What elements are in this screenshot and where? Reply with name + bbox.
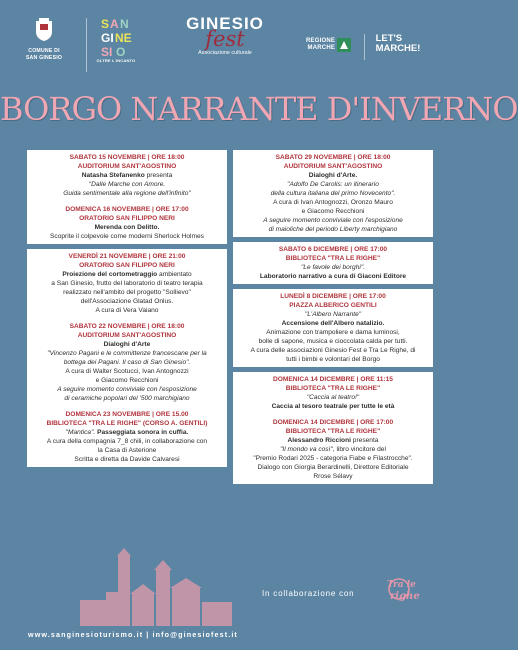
event-place: BIBLIOTECA "TRA LE RIGHE" (CORSO A. GENTILI) (46, 420, 208, 427)
event-line (237, 272, 429, 281)
event-card (233, 150, 433, 237)
collaboration-text: In collaborazione con (262, 589, 355, 598)
event-line-text: "Il mondo va così" (280, 446, 333, 453)
comune-label: COMUNE DI SAN GINESIO (25, 48, 63, 61)
tralerighe-logo (384, 574, 430, 604)
event-line-suffix: ambientato (157, 271, 192, 278)
event-line-text: e Giacomo Recchioni (95, 377, 159, 384)
event-line (237, 328, 429, 337)
event-line-text: Proiezione del cortometraggio (62, 271, 158, 278)
event-line-suffix: presenta (350, 437, 379, 444)
event-line (237, 319, 429, 328)
sanginesio-wordmark (99, 16, 133, 60)
event-line (31, 223, 223, 232)
event (237, 375, 429, 411)
ginesiofest-logo (176, 15, 274, 56)
regione-emblem-icon (337, 38, 351, 52)
event-line-text: Animazione con trampoliere e dama luminosi, (266, 329, 400, 336)
event-line (237, 355, 429, 364)
sanginesio-tagline: OLTRE L'INCANTO (96, 58, 136, 63)
header (0, 0, 459, 86)
event-line (31, 394, 223, 403)
event-line-text: "Dalle Marche con Amore. (88, 181, 166, 188)
right-column (233, 150, 433, 484)
event (237, 245, 429, 281)
letsmarche-wordmark: LET'S MARCHE! (375, 33, 421, 54)
event-line (237, 402, 429, 411)
event-line-suffix: Passeggiata sonora in cuffia. (95, 429, 189, 436)
event-card (233, 372, 433, 484)
svg-text:righe: righe (390, 591, 420, 602)
divider (364, 34, 365, 60)
event (31, 153, 223, 198)
event-line-text: Caccia al tesoro teatrale per tutte le età (271, 403, 395, 410)
event-line (31, 349, 223, 358)
event (237, 292, 429, 364)
event-line (31, 270, 223, 279)
event-line-text: "Vincenzo Pagani e le committenze francescane per la (47, 350, 207, 357)
event-line-text: "L'Albero Narrante" (304, 311, 362, 318)
event-line-text: Scoprite il colpevole come moderni Sherlock Holmes (50, 233, 204, 240)
event-line-text: Laboratorio narrativo a cura di Giaconi Editore (259, 273, 407, 280)
event-line-text: "Mantica". (65, 429, 96, 436)
event-line-text: A cura delle associazioni Ginesio Fest e Tra Le Righe, di (250, 347, 416, 354)
event-line (31, 340, 223, 349)
event-line (31, 189, 223, 198)
letsmarche-logo (370, 34, 426, 54)
event-line-text: "Adolfo De Carolis: un itinerario (287, 181, 379, 188)
event-line (31, 446, 223, 455)
borgo-skyline-illustration (60, 548, 260, 626)
event-date: DOMENICA 14 DICEMBRE | ORE 17:00 (272, 419, 394, 426)
event-line (237, 171, 429, 180)
event-card (233, 289, 433, 367)
event-line-text: di ceramiche popolari del '500 marchigiano (64, 395, 190, 402)
event-line (237, 337, 429, 346)
event-place: AUDITORIUM SANT'AGOSTINO (77, 163, 177, 170)
event-date: DOMENICA 14 DICEMBRE | ORE 11:15 (273, 376, 393, 383)
event-line-text: A cura della compagnia 7_8 chili, in collaborazione con (46, 438, 208, 445)
event-line-text: Accensione dell'Albero natalizio. (281, 320, 385, 327)
event-line-text: A cura di Vera Vaiano (95, 307, 159, 314)
event-place: ORATORIO SAN FILIPPO NERI (79, 262, 175, 269)
regione-marche-logo (306, 38, 360, 52)
event-line-text: Dialogo con Giorgia Berardinelli, Direttore Editoriale (257, 464, 409, 471)
event-card (27, 249, 227, 467)
event-line (31, 232, 223, 241)
footer-links[interactable]: www.sanginesioturismo.it | info@ginesiofest.it (28, 630, 238, 639)
event-line (31, 180, 223, 189)
event-line-text: Rrose Sélavy (313, 473, 353, 480)
event-line-suffix: , libro vincitore del (332, 446, 386, 453)
sanginesio-logo (96, 16, 136, 63)
event-line (31, 428, 223, 437)
event-place: BIBLIOTECA "TRA LE RIGHE" (285, 385, 381, 392)
event-line (237, 189, 429, 198)
svg-text:Tra le: Tra le (387, 580, 416, 590)
event-line (31, 367, 223, 376)
event-line-text: della cultura italiana del primo Novecento". (270, 190, 396, 197)
event-line (237, 263, 429, 272)
event-card (233, 242, 433, 284)
event-line (237, 198, 429, 207)
event-line-text: tutti i bimbi e volontari del Borgo (286, 356, 380, 363)
svg-text:SI: SI (101, 45, 113, 59)
event-line (237, 216, 429, 225)
event-line-text: A seguire momento conviviale con l'esposizione (57, 386, 197, 393)
event-date: SABATO 6 DICEMBRE | ORE 17:00 (278, 246, 388, 253)
event-line (237, 393, 429, 402)
event-line-text: A cura di Walter Scotucci, Ivan Antognozzi (65, 368, 189, 375)
event-line (31, 288, 223, 297)
event (31, 205, 223, 241)
event (31, 252, 223, 315)
event-line (31, 437, 223, 446)
event-line-text: "Premio Rodari 2025 - categoria Fiabe e Filastrocche". (253, 455, 413, 462)
event-line (237, 225, 429, 234)
event-line-text: e Giacomo Recchioni (301, 208, 365, 215)
event-place: AUDITORIUM SANT'AGOSTINO (283, 163, 383, 170)
event-line (237, 445, 429, 454)
event-line (31, 455, 223, 464)
event-line (237, 207, 429, 216)
event-card (27, 150, 227, 244)
event-line (237, 346, 429, 355)
event-line-text: "Caccia al teatro!" (306, 394, 360, 401)
event-line-suffix: presenta (144, 172, 173, 179)
event-line-text: a San Ginesio, frutto del laboratorio di teatro terapia (51, 280, 203, 287)
event-line (31, 385, 223, 394)
event-date: SABATO 15 NOVEMBRE | ORE 18:00 (69, 154, 185, 161)
event-line (237, 180, 429, 189)
divider (86, 18, 87, 72)
event (237, 153, 429, 234)
svg-text:A: A (110, 17, 119, 31)
regione-label: REGIONE MARCHE (306, 38, 336, 51)
event-line-text: bolle di sapone, musica e cioccolata calda per tutti. (258, 338, 408, 345)
page-title: BORGO NARRANTE D'INVERNO (0, 90, 518, 128)
event-line-text: la Casa di Asterione (97, 447, 157, 454)
event-line-text: dell'Associazione Glatad Onlus. (80, 298, 174, 305)
event-line (31, 297, 223, 306)
event-line-text: realizzato nell'ambito del progetto "Sollievo" (63, 289, 191, 296)
event-date: DOMENICA 23 NOVEMBRE | ORE 15.00 (65, 411, 189, 418)
ginesio-wordmark: GINESIO (186, 14, 264, 33)
event-line-text: A seguire momento conviviale con l'esposizione (263, 217, 403, 224)
event-line (31, 279, 223, 288)
event-line (31, 358, 223, 367)
event-date: VENERDÌ 21 NOVEMBRE | ORE 21:00 (68, 253, 186, 260)
event-line (237, 463, 429, 472)
event-line-text: Dialoghi d'Arte. (308, 172, 358, 179)
event-line (31, 171, 223, 180)
event-line-text: A cura di Ivan Antognozzi, Oronzo Mauro (273, 199, 393, 206)
event-line (237, 472, 429, 481)
association-label: Associazione culturale (198, 50, 252, 56)
event-date: SABATO 22 NOVEMBRE | ORE 18:00 (69, 323, 185, 330)
event-date: DOMENICA 16 NOVEMBRE | ORE 17:00 (65, 206, 189, 213)
event (237, 418, 429, 481)
comune-logo (22, 18, 66, 62)
event-line (31, 306, 223, 315)
event-line-text: "Le favole dei borghi". (300, 264, 366, 271)
event-line-text: Alessandro Riccioni (287, 437, 351, 444)
event-line-text: Dialoghi d'Arte (103, 341, 151, 348)
event-line (31, 376, 223, 385)
coat-of-arms-icon (35, 18, 53, 42)
event-line (237, 454, 429, 463)
left-column (27, 150, 227, 467)
event-line (237, 310, 429, 319)
event-line-text: Merenda con Delitto. (94, 224, 160, 231)
svg-text:S: S (101, 17, 110, 31)
event-date: SABATO 29 NOVEMBRE | ORE 18:00 (275, 154, 391, 161)
event-place: AUDITORIUM SANT'AGOSTINO (77, 332, 177, 339)
svg-text:O: O (116, 45, 126, 59)
svg-text:GI: GI (101, 31, 114, 45)
event-place: ORATORIO SAN FILIPPO NERI (79, 215, 175, 222)
svg-text:NE: NE (115, 31, 132, 45)
event-line-text: Natasha Stefanenko (81, 172, 145, 179)
fest-wordmark: fest (205, 27, 245, 51)
event-place: BIBLIOTECA "TRA LE RIGHE" (285, 428, 381, 435)
event-line-text: Scritta e diretta da Davide Calvaresi (74, 456, 180, 463)
event (31, 322, 223, 403)
event-line (237, 436, 429, 445)
event-place: PIAZZA ALBERICO GENTILI (289, 302, 377, 309)
svg-text:N: N (120, 17, 129, 31)
event-line-text: bottega dei Pagani. Il caso di San Ginesio". (63, 359, 191, 366)
event-line-text: Guida sentimentale alla regione dell'infinito" (63, 190, 191, 197)
event-date: LUNEDÌ 8 DICEMBRE | ORE 17:00 (280, 293, 386, 300)
tralerighe-wordmark-icon (384, 574, 430, 604)
event-place: BIBLIOTECA "TRA LE RIGHE" (285, 255, 381, 262)
event-line-text: di maioliche del periodo Liberty marchigiano (268, 226, 398, 233)
event (31, 410, 223, 464)
